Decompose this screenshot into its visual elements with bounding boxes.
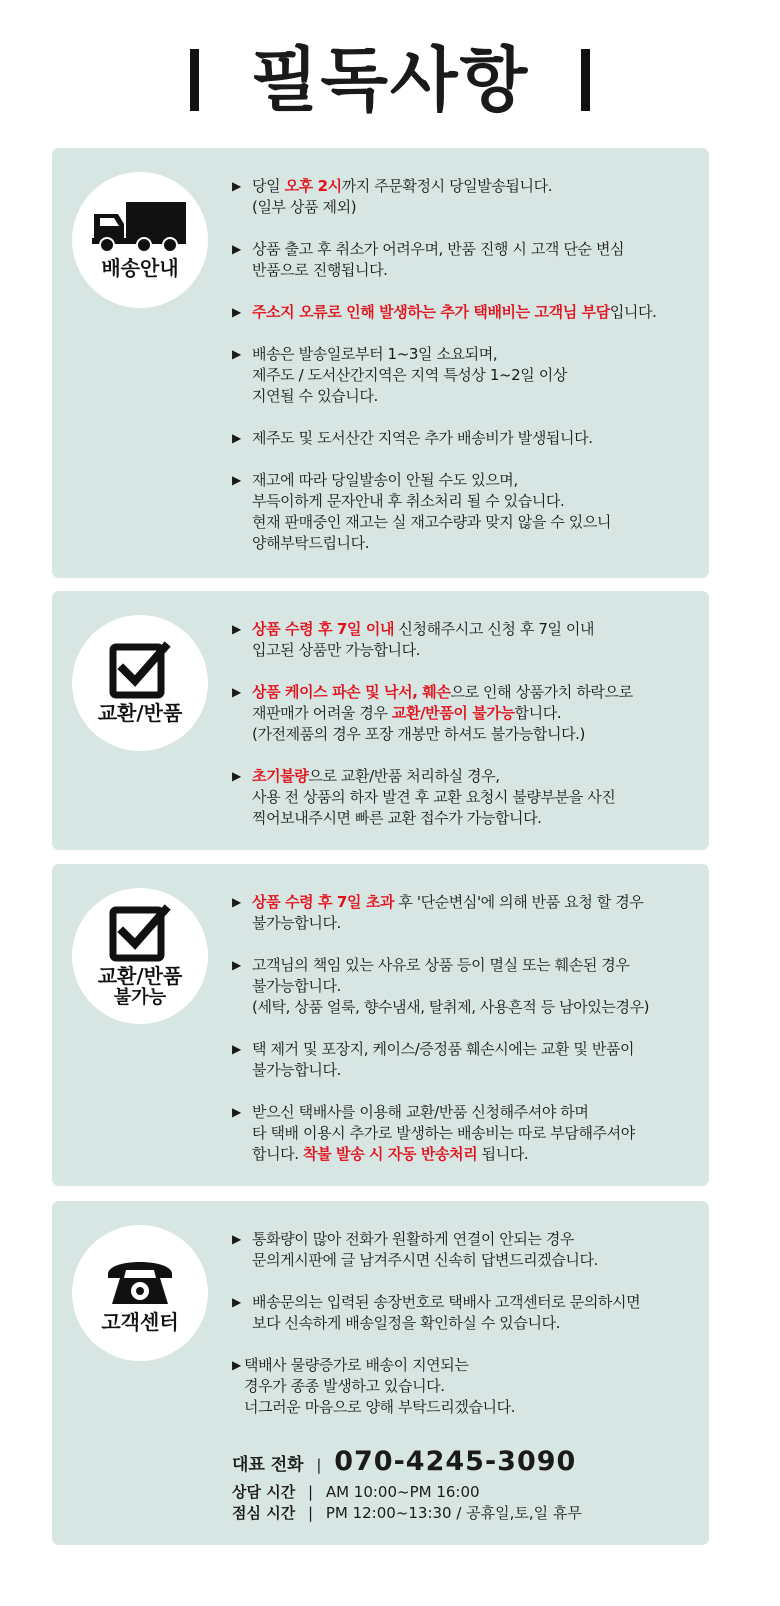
notice-line — [252, 533, 702, 554]
notice-line — [252, 491, 702, 512]
bullet-arrow-icon: ▶ — [232, 473, 241, 487]
bullet-arrow-icon: ▶ — [232, 347, 241, 361]
notice-text: 택배사 물량증가로 배송이 지연되는 — [244, 1356, 469, 1374]
notice-item — [232, 344, 702, 407]
notice-item — [232, 766, 702, 829]
highlight-text: 착불 발송 시 자동 반송처리 — [303, 1145, 478, 1163]
telephone-icon — [104, 1252, 176, 1308]
notice-item — [232, 239, 702, 281]
notice-line — [252, 1102, 702, 1123]
highlight-text: 상품 수령 후 7일 이내 — [252, 620, 395, 638]
bullet-arrow-icon: ▶ — [232, 685, 241, 699]
highlight-text: 오후 2시 — [284, 177, 342, 195]
truck-icon — [92, 200, 188, 254]
separator: | — [307, 1483, 314, 1501]
page-title: 필독사항 — [250, 39, 530, 121]
notice-item — [232, 682, 702, 745]
notice-text: 까지 주문확정시 당일발송됩니다. — [341, 177, 553, 195]
phone-row — [232, 1445, 702, 1482]
consult-label: 상담 시간 — [232, 1483, 296, 1501]
notice-line — [252, 724, 702, 745]
noexchange-notice-list — [232, 892, 702, 1186]
exchange-card — [52, 591, 709, 850]
notice-line — [252, 976, 702, 997]
notice-line — [252, 1313, 702, 1334]
exchange-label: 교환/반품 — [97, 701, 183, 725]
bullet-arrow-icon: ▶ — [232, 431, 241, 445]
notice-text: 택 제거 및 포장지, 케이스/증정품 훼손시에는 교환 및 반품이 — [252, 1040, 635, 1058]
notice-line — [244, 1376, 702, 1397]
notice-text: 제주도 및 도서산간 지역은 추가 배송비가 발생됩니다. — [252, 429, 593, 447]
checkbox-icon — [109, 904, 171, 962]
notice-line — [252, 703, 702, 724]
notice-line — [252, 1060, 702, 1081]
bullet-arrow-icon: ▶ — [232, 622, 241, 636]
notice-item — [232, 955, 702, 1018]
bullet-arrow-icon: ▶ — [232, 242, 241, 256]
notice-text: 지연될 수 있습니다. — [252, 387, 378, 405]
notice-text: 타 택배 이용시 추가로 발생하는 배송비는 따로 부담해주셔야 — [252, 1124, 635, 1142]
consult-hours: AM 10:00~PM 16:00 — [325, 1483, 480, 1501]
notice-text: 배송은 발송일로부터 1~3일 소요되며, — [252, 345, 498, 363]
bullet-arrow-icon: ▶ — [232, 1105, 241, 1119]
phone-number[interactable]: 070-4245-3090 — [334, 1446, 577, 1477]
notice-text: 부득이하게 문자안내 후 취소처리 될 수 있습니다. — [252, 492, 565, 510]
notice-text: 고객님의 책임 있는 사유로 상품 등이 멸실 또는 훼손된 경우 — [252, 956, 630, 974]
notice-text: 배송문의는 입력된 송장번호로 택배사 고객센터로 문의하시면 — [252, 1293, 641, 1311]
consult-hours-row — [232, 1482, 702, 1503]
notice-line — [244, 1355, 702, 1376]
noexchange-badge — [72, 888, 208, 1024]
notice-line — [252, 239, 702, 260]
notice-text: 합니다. — [514, 704, 562, 722]
notice-line — [252, 197, 702, 218]
bullet-arrow-icon: ▶ — [232, 769, 241, 783]
notice-text: 문의게시판에 글 남겨주시면 신속히 답변드리겠습니다. — [252, 1251, 598, 1269]
notice-line — [252, 682, 702, 703]
notice-line — [252, 365, 702, 386]
notice-text: 사용 전 상품의 하자 발견 후 교환 요청시 불량부분을 사진 — [252, 788, 616, 806]
notice-item — [232, 428, 702, 449]
shipping-card — [52, 148, 709, 578]
notice-line — [252, 892, 702, 913]
separator: | — [307, 1504, 314, 1522]
notice-line — [252, 766, 702, 787]
highlight-text: 상품 케이스 파손 및 낙서, 훼손 — [252, 683, 451, 701]
notice-line — [252, 1144, 702, 1165]
lunch-hours: PM 12:00~13:30 / 공휴일,토,일 휴무 — [325, 1504, 582, 1522]
bullet-arrow-icon: ▶ — [232, 958, 241, 972]
notice-line — [252, 1229, 702, 1250]
notice-text: 됩니다. — [477, 1145, 529, 1163]
notice-text: 당일 — [252, 177, 285, 195]
cs-card — [52, 1201, 709, 1545]
notice-text: 재판매가 어려울 경우 — [252, 704, 392, 722]
notice-text: 찍어보내주시면 빠른 교환 접수가 가능합니다. — [252, 809, 542, 827]
notice-text: 입니다. — [609, 303, 657, 321]
notice-line — [252, 787, 702, 808]
lunch-hours-row — [232, 1503, 702, 1524]
notice-text: 받으신 택배사를 이용해 교환/반품 신청해주셔야 하며 — [252, 1103, 589, 1121]
notice-item — [232, 302, 702, 323]
notice-text: 으로 교환/반품 처리하실 경우, — [308, 767, 500, 785]
title-right-bar — [581, 49, 590, 111]
highlight-text: 상품 수령 후 7일 초과 — [252, 893, 395, 911]
notice-item — [232, 892, 702, 934]
notice-text: 통화량이 많아 전화가 원활하게 연결이 안되는 경우 — [252, 1230, 575, 1248]
notice-line — [244, 1397, 702, 1418]
bullet-arrow-icon: ▶ — [232, 305, 241, 319]
bullet-arrow-icon: ▶ — [232, 1358, 241, 1372]
bullet-arrow-icon: ▶ — [232, 1232, 241, 1246]
notice-item — [232, 1292, 702, 1334]
notice-text: (가전제품의 경우 포장 개봉만 하셔도 불가능합니다.) — [252, 725, 586, 743]
notice-line — [252, 302, 702, 323]
notice-line — [252, 470, 702, 491]
title-left-bar — [190, 49, 199, 111]
notice-line — [252, 428, 702, 449]
notice-text: 불가능합니다. — [252, 914, 341, 932]
notice-line — [252, 176, 702, 197]
notice-item — [232, 619, 702, 661]
bullet-arrow-icon: ▶ — [232, 895, 241, 909]
notice-text: 으로 인해 상품가치 하락으로 — [450, 683, 633, 701]
notice-text: 입고된 상품만 가능합니다. — [252, 641, 421, 659]
cs-label: 고객센터 — [101, 1310, 179, 1334]
notice-item — [232, 1355, 702, 1418]
highlight-text: 교환/반품이 불가능 — [391, 704, 515, 722]
notice-line — [252, 260, 702, 281]
notice-item — [232, 1229, 702, 1271]
highlight-text: 초기불량 — [252, 767, 309, 785]
notice-text: 불가능합니다. — [252, 977, 341, 995]
notice-text: 현재 판매중인 재고는 실 재고수량과 맞지 않을 수 있으니 — [252, 513, 612, 531]
notice-text: (일부 상품 제외) — [252, 198, 357, 216]
shipping-label: 배송안내 — [101, 256, 179, 280]
notice-text: 후 '단순변심'에 의해 반품 요청 할 경우 — [394, 893, 644, 911]
lunch-label: 점심 시간 — [232, 1504, 296, 1522]
bullet-arrow-icon: ▶ — [232, 1042, 241, 1056]
notice-line — [252, 512, 702, 533]
bullet-arrow-icon: ▶ — [232, 179, 241, 193]
notice-line — [252, 1292, 702, 1313]
exchange-badge — [72, 615, 208, 751]
checkbox-icon — [109, 641, 171, 699]
notice-text: 너그러운 마음으로 양해 부탁드리겠습니다. — [244, 1398, 516, 1416]
notice-text: 상품 출고 후 취소가 어려우며, 반품 진행 시 고객 단순 변심 — [252, 240, 625, 258]
contact-info — [232, 1445, 702, 1524]
noexchange-label: 교환/반품 — [97, 964, 183, 988]
notice-line — [252, 997, 702, 1018]
notice-line — [252, 1123, 702, 1144]
exchange-notice-list — [232, 619, 702, 850]
shipping-badge — [72, 172, 208, 308]
notice-line — [252, 619, 702, 640]
bullet-arrow-icon: ▶ — [232, 1295, 241, 1309]
notice-item — [232, 1039, 702, 1081]
noexchange-sublabel: 불가능 — [113, 987, 167, 1008]
notice-line — [252, 1039, 702, 1060]
notice-text: 보다 신속하게 배송일정을 확인하실 수 있습니다. — [252, 1314, 561, 1332]
highlight-text: 주소지 오류로 인해 발생하는 추가 택배비는 고객님 부담 — [252, 303, 610, 321]
notice-text: 신청해주시고 신청 후 7일 이내 — [394, 620, 595, 638]
separator: | — [316, 1456, 322, 1474]
notice-line — [252, 808, 702, 829]
notice-line — [252, 386, 702, 407]
notice-text: 재고에 따라 당일발송이 안될 수도 있으며, — [252, 471, 518, 489]
notice-line — [252, 344, 702, 365]
notice-item — [232, 1102, 702, 1165]
cs-badge — [72, 1225, 208, 1361]
notice-item — [232, 176, 702, 218]
cs-notice-list — [232, 1229, 702, 1439]
page-header — [0, 38, 780, 122]
notice-line — [252, 955, 702, 976]
notice-line — [252, 1250, 702, 1271]
notice-text: 경우가 종종 발생하고 있습니다. — [244, 1377, 445, 1395]
notice-line — [252, 913, 702, 934]
notice-text: 합니다. — [252, 1145, 304, 1163]
noexchange-card — [52, 864, 709, 1186]
notice-text: (세탁, 상품 얼룩, 향수냄새, 탈취제, 사용흔적 등 남아있는경우) — [252, 998, 650, 1016]
notice-text: 반품으로 진행됩니다. — [252, 261, 388, 279]
notice-line — [252, 640, 702, 661]
notice-text: 불가능합니다. — [252, 1061, 341, 1079]
notice-item — [232, 470, 702, 554]
phone-label: 대표 전화 — [232, 1455, 304, 1475]
notice-text: 제주도 / 도서산간지역은 지역 특성상 1~2일 이상 — [252, 366, 567, 384]
shipping-notice-list — [232, 176, 702, 575]
notice-text: 양해부탁드립니다. — [252, 534, 370, 552]
